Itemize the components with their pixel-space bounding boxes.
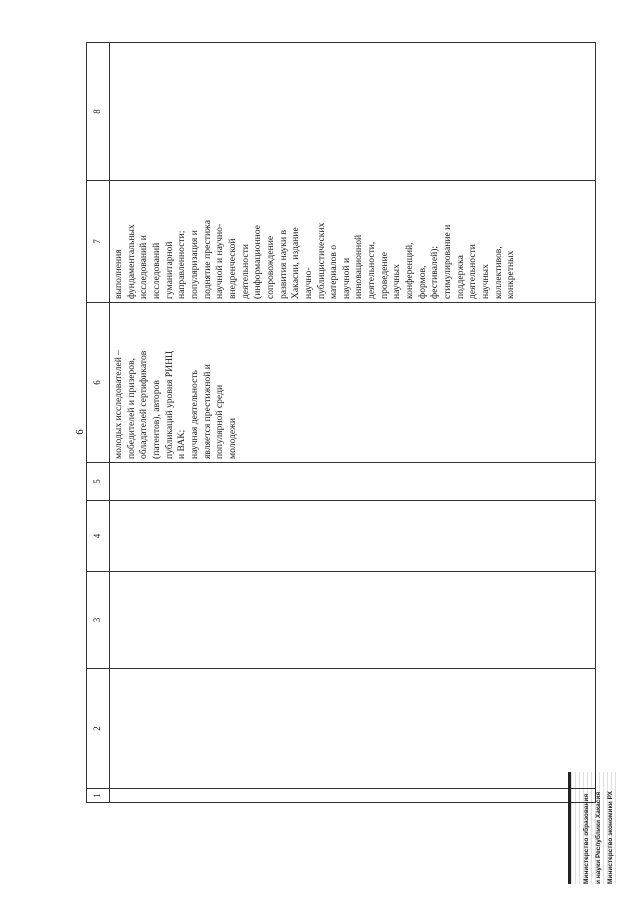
official-stamp — [568, 772, 617, 884]
column-number-8: 8 — [87, 43, 110, 181]
table-row — [110, 43, 596, 803]
stamp-line-3: Министерство экономики РХ — [607, 790, 614, 884]
cell-col7-text: выполнения фундаментальных исследований и исследований гуманитарной направленности; популяризация и поднятие престижа научной и научно- внедренческой деятельности (информационное сопровождение развития науки в Хакасии, издание научно- публицистических материалов о научной и инновационной деятельности, проведение научных конференций, формов, фестивалей); стимулирование и поддержка деятельности научных коллективов, конкретных — [113, 220, 517, 299]
stamp-line-2: и науки Республики Хакасия — [595, 791, 602, 884]
rotated-table — [86, 43, 596, 803]
cell-col6 — [110, 303, 596, 463]
cell-col8 — [110, 43, 596, 181]
cell-col4 — [110, 501, 596, 572]
column-number-3: 3 — [87, 572, 110, 669]
column-number-4: 4 — [87, 501, 110, 572]
cell-col3 — [110, 572, 596, 669]
column-number-2: 2 — [87, 669, 110, 789]
column-number-5: 5 — [87, 463, 110, 501]
page-number: 6 — [74, 429, 86, 435]
stamp-line-1: Министерство образования — [583, 793, 590, 884]
header-row — [87, 43, 110, 803]
column-number-6: 6 — [87, 303, 110, 463]
column-number-1: 1 — [87, 789, 110, 803]
program-table — [86, 42, 596, 803]
cell-col1 — [110, 789, 596, 803]
cell-col2 — [110, 669, 596, 789]
cell-col5 — [110, 463, 596, 501]
cell-col7 — [110, 181, 596, 303]
cell-col6-text: молодых исследователей – победителей и призеров, обладателей сертификатов (патентов), авторов публикаций уровня РИНЦ и ВАК; научная деятельность является престижной и популярной среди молодежи — [113, 349, 238, 459]
column-number-7: 7 — [87, 181, 110, 303]
